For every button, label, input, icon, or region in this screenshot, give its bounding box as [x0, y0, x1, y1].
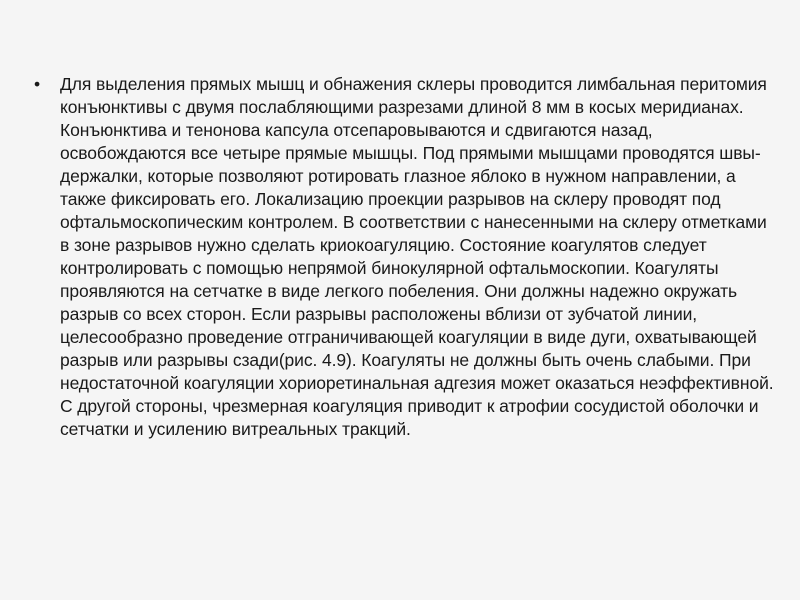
bullet-item: [34, 73, 774, 441]
bullet-icon: •: [34, 74, 41, 94]
bullet-paragraph: Для выделения прямых мышц и обнажения склеры проводится лимбальная перитомия конъюнктивы с двумя послабляющими разрезами длиной 8 мм в косых меридианах. Конъюнктива и тенонова капсула отсепаровываются и сдвигаются назад, освобождаются все четыре прямые мышцы. Под прямыми мышцами проводятся швы-держалки, которые позволяют ротировать глазное яблоко в нужном направлении, а также фиксировать его. Локализацию проекции разрывов на склеру проводят под офтальмоскопическим контролем. В соответствии с нанесенными на склеру отметками в зоне разрывов нужно сделать криокоагуляцию. Состояние коагулятов следует контролировать с помощью непрямой бинокулярной офтальмоскопии. Коагуляты проявляются на сетчатке в виде легкого побеления. Они должны надежно окружать разрыв со всех сторон. Если разрывы расположены вблизи от зубчатой линии, целесообразно проведение отграничивающей коагуляции в виде дуги, охватывающей разрыв или разрывы сзади(рис. 4.9). Коагуляты не должны быть очень слабыми. При недостаточной коагуляции хориоретинальная адгезия может оказаться неэффективной. С другой стороны, чрезмерная коагуляция приводит к атрофии сосудистой оболочки и сетчатки и усилению витреальных тракций.: [60, 74, 774, 439]
